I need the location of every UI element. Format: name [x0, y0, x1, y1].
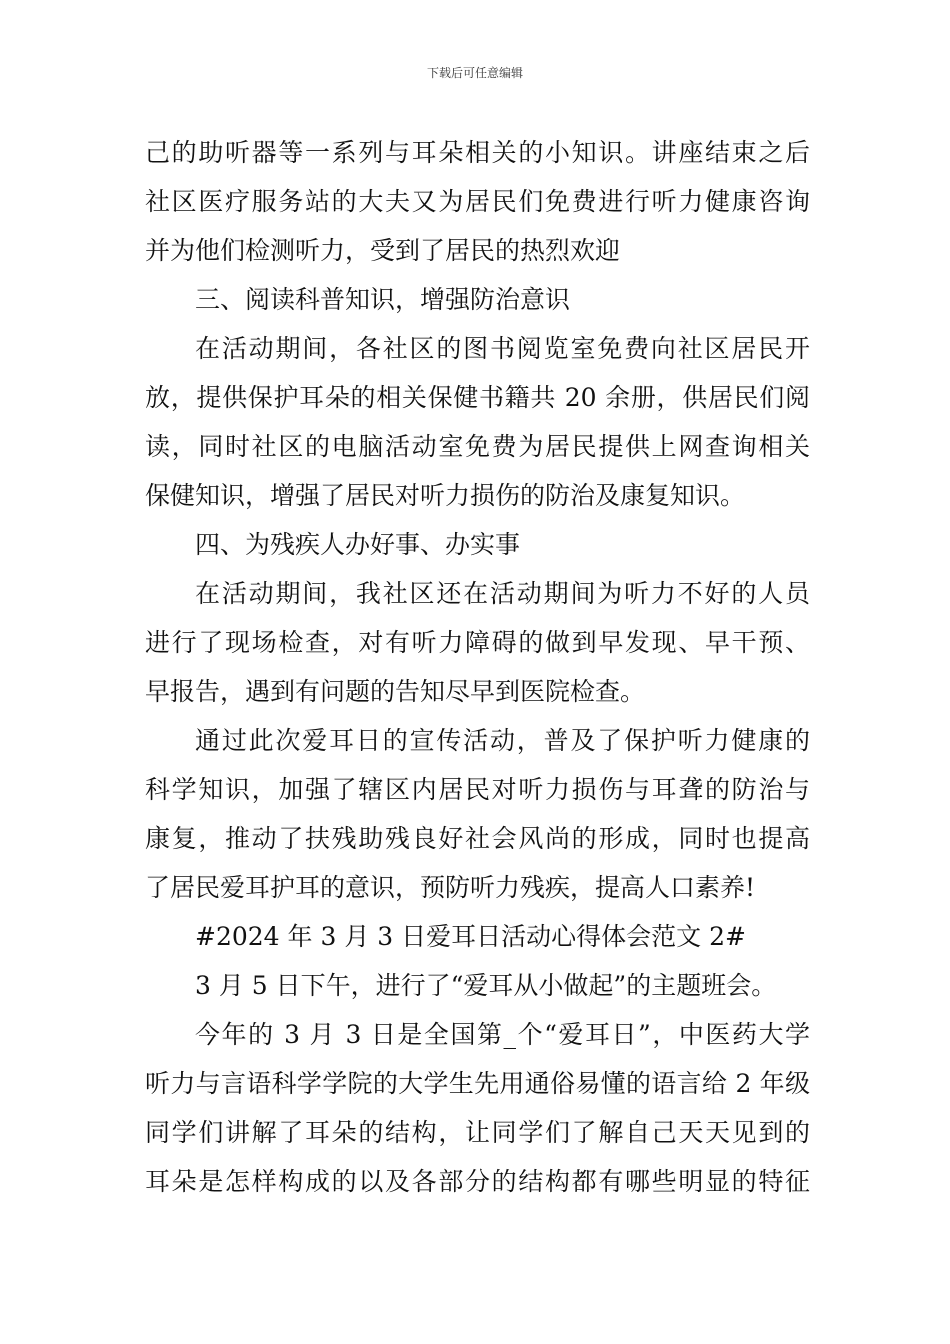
text-line: 放，提供保护耳朵的相关保健书籍共 20 余册，供居民们阅 — [145, 383, 810, 412]
text-line: 3 月 5 日下午，进行了“爱耳从小做起”的主题班会。 — [195, 971, 777, 1000]
section-heading: 四、为残疾人办好事、办实事 — [195, 530, 521, 559]
text-line: 读，同时社区的电脑活动室免费为居民提供上网查询相关 — [145, 432, 810, 461]
text-line: 在活动期间，各社区的图书阅览室免费向社区居民开 — [195, 334, 810, 363]
document-body — [145, 128, 810, 1206]
text-line: 在活动期间，我社区还在活动期间为听力不好的人员 — [195, 579, 810, 608]
text-line: 进行了现场检查，对有听力障碍的做到早发现、早干预、 — [145, 628, 810, 657]
text-line: 耳朵是怎样构成的以及各部分的结构都有哪些明显的特征 — [145, 1167, 810, 1196]
text-line: 同学们讲解了耳朵的结构，让同学们了解自己天天见到的 — [145, 1118, 810, 1147]
text-line: 己的助听器等一系列与耳朵相关的小知识。讲座结束之后 — [145, 138, 810, 167]
text-line: 听力与言语科学学院的大学生先用通俗易懂的语言给 2 年级 — [145, 1069, 810, 1098]
text-line: 了居民爱耳护耳的意识，预防听力残疾，提高人口素养! — [145, 873, 756, 902]
text-line: 保健知识，增强了居民对听力损伤的防治及康复知识。 — [145, 481, 746, 510]
section-heading: 三、阅读科普知识，增强防治意识 — [195, 285, 571, 314]
text-line: 社区医疗服务站的大夫又为居民们免费进行听力健康咨询 — [145, 187, 810, 216]
text-line: 康复，推动了扶残助残良好社会风尚的形成，同时也提高 — [145, 824, 810, 853]
article-title: #2024 年 3 月 3 日爱耳日活动心得体会范文 2# — [195, 922, 746, 951]
text-line: 通过此次爱耳日的宣传活动，普及了保护听力健康的 — [195, 726, 810, 755]
page-header-note: 下载后可任意编辑 — [426, 66, 523, 80]
text-line: 早报告，遇到有问题的告知尽早到医院检查。 — [145, 677, 646, 706]
text-line: 今年的 3 月 3 日是全国第_个“爱耳日”，中医药大学 — [195, 1020, 810, 1049]
text-line: 并为他们检测听力，受到了居民的热烈欢迎 — [145, 236, 621, 265]
text-line: 科学知识，加强了辖区内居民对听力损伤与耳聋的防治与 — [145, 775, 810, 804]
